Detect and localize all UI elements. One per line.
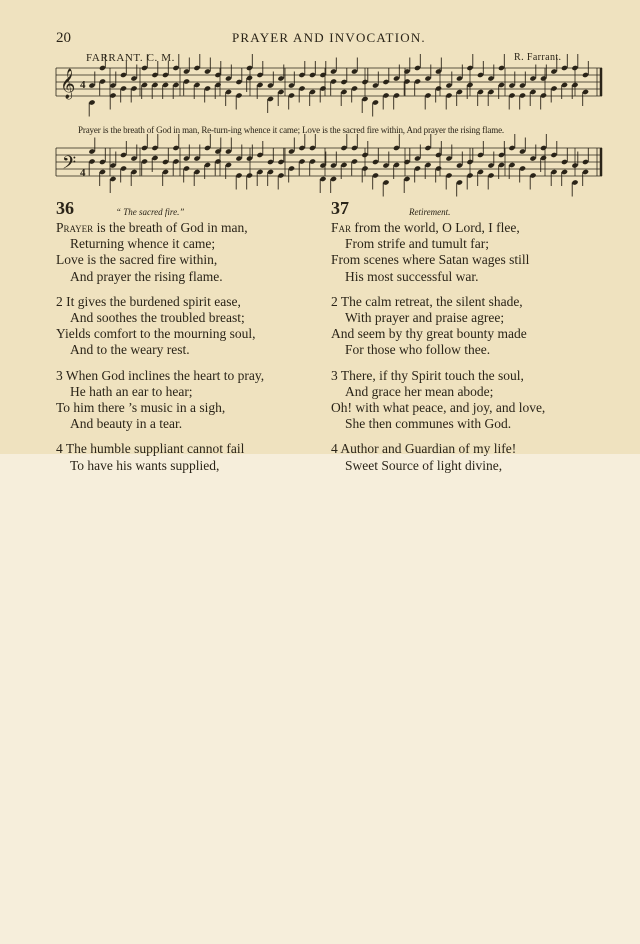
verse-line: 4 The humble suppliant cannot fail [56, 441, 245, 457]
hymn-subtitle: “ The sacred fire.” [116, 207, 185, 217]
verse-line: Oh! with what peace, and joy, and love, [331, 400, 546, 416]
verse-line: Returning whence it came; [70, 236, 216, 252]
first-word: Far [331, 220, 352, 235]
verse-line: Prayer is the breath of God in man, [56, 220, 248, 235]
verse-line: With prayer and praise agree; [345, 310, 505, 326]
verse-1 [331, 220, 621, 285]
hymn-36 [56, 198, 326, 483]
treble-staff [56, 68, 602, 96]
verse-1 [56, 220, 326, 285]
verse-line: From scenes where Satan wages still [331, 252, 530, 268]
verse-line: And prayer the rising flame. [70, 268, 223, 284]
verse-line: He hath an ear to hear; [70, 383, 193, 399]
verse-line: 3 When God inclines the heart to pray, [56, 367, 265, 383]
verse-line: To have his wants supplied, [70, 457, 220, 473]
verse-line: Far from the world, O Lord, I flee, [331, 220, 520, 235]
verse-2 [56, 294, 326, 359]
time-signature-bottom: 4 [80, 167, 86, 179]
verse-line: From strife and tumult far; [345, 236, 489, 252]
composer-name: R. Farrant. [514, 52, 562, 63]
verse-line: Yields comfort to the mourning soul, [56, 326, 256, 342]
time-signature-top: 4 [80, 79, 86, 91]
section-title: PRAYER AND INVOCATION. [232, 30, 426, 45]
verse-line: Love is the sacred fire within, [56, 252, 218, 268]
bass-notes [88, 134, 589, 197]
verse-number: 3 [56, 367, 66, 383]
verse-4 [331, 441, 621, 473]
verse-line: And grace her mean abode; [345, 383, 494, 399]
verse-line: She then communes with God. [345, 416, 512, 432]
lyric-underlay: Prayer is the breath of God in man, Re-turn-ing whence it came; Love is the sacred fire within, And prayer the rising flame. [78, 125, 505, 135]
verse-line: And seem by thy great bounty made [331, 326, 527, 342]
verse-4 [56, 441, 326, 473]
tune-name: FARRANT. C. M. [86, 52, 175, 64]
bass-clef-icon: 𝄢 [62, 152, 77, 177]
verse-number: 2 [331, 293, 341, 309]
blank-paper-region [0, 454, 640, 944]
treble-notes [88, 54, 589, 117]
treble-clef-icon: 𝄞 [60, 69, 76, 98]
hymn-number: 37 [331, 198, 349, 218]
verse-line: 4 Author and Guardian of my life! [331, 441, 517, 457]
verse-number: 2 [56, 293, 67, 309]
verse-line: 2 It gives the burdened spirit ease, [56, 293, 241, 309]
verse-line: And to the weary rest. [70, 342, 190, 358]
music-score [0, 0, 640, 200]
verse-line: And soothes the troubled breast; [70, 310, 245, 326]
verse-line: Sweet Source of light divine, [345, 457, 503, 473]
first-word: Prayer [56, 220, 94, 235]
hymn-37 [331, 198, 621, 483]
verse-number: 4 [331, 441, 341, 457]
verse-line: His most successful war. [345, 268, 479, 284]
verse-line: For those who follow thee. [345, 342, 491, 358]
hymn-number: 36 [56, 198, 74, 218]
verse-2 [331, 294, 621, 359]
verse-line: 3 There, if thy Spirit touch the soul, [331, 367, 524, 383]
verse-number: 4 [56, 441, 66, 457]
page-number: 20 [56, 30, 71, 46]
verse-3 [331, 368, 621, 433]
verse-number: 3 [331, 367, 341, 383]
verse-line: To him there ’s music in a sigh, [56, 400, 226, 416]
verse-line: And beauty in a tear. [70, 416, 183, 432]
verse-line: 2 The calm retreat, the silent shade, [331, 293, 523, 309]
hymn-subtitle: Retirement. [409, 207, 451, 217]
verse-3 [56, 368, 326, 433]
